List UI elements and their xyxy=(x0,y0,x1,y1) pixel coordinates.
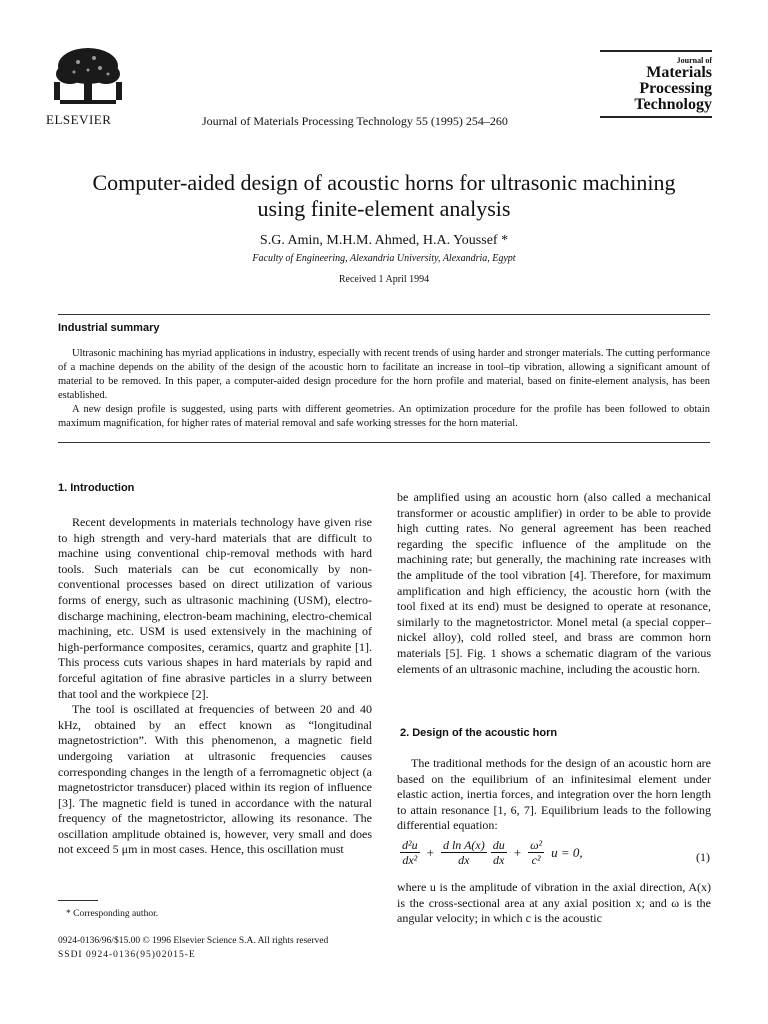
journal-masthead xyxy=(600,50,712,118)
title-line-1: Computer-aided design of acoustic horns for ultrasonic machining xyxy=(92,170,676,195)
eq-term-3 xyxy=(491,838,507,867)
section-1-heading: 1. Introduction xyxy=(58,482,135,494)
masthead-bottom-rule xyxy=(600,116,712,118)
eq-plus-1: + xyxy=(426,844,434,860)
eq-term-1 xyxy=(400,838,420,867)
section-2-paragraph-2: where u is the amplitude of vibration in the axial direction, A(x) is the cross-sectional area at any axial position x; and ω is the angular velocity; in which c is the acoustic xyxy=(397,880,711,926)
section-2-continued xyxy=(397,880,711,927)
left-column-body xyxy=(58,515,372,858)
eq-term-1-den: dx² xyxy=(402,853,418,867)
eq-plus-2: + xyxy=(513,844,522,860)
eq-term-1-num: d²u xyxy=(402,838,418,852)
journal-citation: Journal of Materials Processing Technology 55 (1995) 254–260 xyxy=(202,114,508,128)
right-column-body xyxy=(397,490,711,677)
summary-heading: Industrial summary xyxy=(58,322,160,334)
section-1-paragraph-2: The tool is oscillated at frequencies of between 20 and 40 kHz, obtained by an effect known as “longitudinal magnetostriction”. With this phenomenon, a magnetic field undergoing variation at ultrasonic frequencies causes corresponding changes in the length of a ferromagnetic object (a magnetostrictor transducer) placed within its region of influence [3]. The magnetic field is tuned in accordance with the natural frequency of the magnetostrictor, allowing its resonance. The oscillation amplitude obtained is, however, very small and does not exceed 5 μm in most cases. Hence, this oscillation must xyxy=(58,702,372,857)
eq-term-4 xyxy=(528,838,544,867)
masthead-word-1: Materials xyxy=(646,64,712,81)
section-2-paragraph-1: The traditional methods for the design of an acoustic horn are based on the equilibrium of an infinitesimal element under elastic action, inertia forces, and integration over the horn length to attain resonance [1, 6, 7]. Equilibrium leads to the following differential equation: xyxy=(397,756,711,833)
equation-1 xyxy=(400,838,712,878)
eq-term-2-den: dx xyxy=(458,853,470,867)
eq-tail: u = 0, xyxy=(551,844,583,860)
masthead-top-rule xyxy=(600,50,712,52)
summary-top-rule xyxy=(58,314,710,315)
title-line-2: using finite-element analysis xyxy=(257,196,511,221)
eq-term-2 xyxy=(441,838,487,867)
ssdi-line: SSDI 0924-0136(95)02015-E xyxy=(58,950,196,960)
summary-paragraph-2: A new design profile is suggested, using parts with different geometries. An optimization procedure for the profile has been followed to obtain maximum magnification, for higher rates of material removal and safe working stresses for the horn material. xyxy=(58,404,710,429)
industrial-summary xyxy=(58,347,710,431)
section-1-paragraph-1: Recent developments in materials technology have given rise to high strength and very-hard materials that are difficult to machine using conventional chip-removal methods with hard tools. Such materials can be cut economically by non-conventional processes based on direct utilization of various forms of energy, such as ultrasonic machining (USM), electro-discharge machining, electron-beam machining, electro-chemical machining, etc. USM is used extensively in the machining of high-performance composites, ceramics, quartz and graphite [1]. This process cuts various shapes in hard materials by rapid and forceful agitation of fine abrasive particles in a slurry between that tool and the workpiece [2]. xyxy=(58,515,372,701)
eq-term-4-den: c² xyxy=(531,853,541,867)
eq-term-3-den: dx xyxy=(493,853,505,867)
section-2-body xyxy=(397,756,711,834)
right-paragraph-1: be amplified using an acoustic horn (also called a mechanical transformer or acoustic amplifier) in order to be able to provide high cutting rates. No general agreement has been reached regarding the specific influence of the amplitude on the machining rate; but generally, the machining rate increases with the amplitude of the tool vibration [4]. Therefore, for maximum amplification and high efficiency, the acoustic horn (with the tool fixed at its end) must be designed to operate at resonance, similarly to the magnetostrictor. Monel metal (a special copper–nickel alloy), cold rolled steel, and brass are common horn materials [5]. Fig. 1 shows a schematic diagram of the various elements of an ultrasonic machine, including the acoustic horn. xyxy=(397,490,711,676)
eq-term-2-num: d ln A(x) xyxy=(442,838,485,852)
footnote: * Corresponding author. xyxy=(66,909,159,919)
copyright-line: 0924-0136/96/$15.00 © 1996 Elsevier Science S.A. All rights reserved xyxy=(58,936,329,946)
eq-term-4-num: ω² xyxy=(530,838,543,852)
affiliation: Faculty of Engineering, Alexandria University, Alexandria, Egypt xyxy=(252,253,516,264)
publisher-name: ELSEVIER xyxy=(46,112,112,127)
received-date: Received 1 April 1994 xyxy=(338,274,430,285)
masthead-word-2: Processing xyxy=(639,80,712,97)
elsevier-tree-logo xyxy=(48,44,128,108)
equation-number: (1) xyxy=(696,850,710,864)
summary-paragraph-1: Ultrasonic machining has myriad applications in industry, especially with recent trends of using harder and stronger materials. The cutting performance of a machine depends on the ability of the design of the acoustic horn to facilitate an increase in tool–tip vibration, allowing a significant amount of material to be removed. In this paper, a computer-aided design procedure for the horn profile and material, based on finite-element analysis, has been established. xyxy=(58,348,710,401)
paper-title xyxy=(40,170,728,222)
footnote-rule xyxy=(58,900,98,901)
masthead-word-3: Technology xyxy=(634,96,712,113)
eq-term-3-num: du xyxy=(492,838,505,852)
masthead-small-text: Journal of xyxy=(676,56,712,65)
authors: S.G. Amin, M.H.M. Ahmed, H.A. Youssef * xyxy=(259,233,509,248)
section-2-heading: 2. Design of the acoustic horn xyxy=(400,727,558,739)
summary-bottom-rule xyxy=(58,442,710,443)
